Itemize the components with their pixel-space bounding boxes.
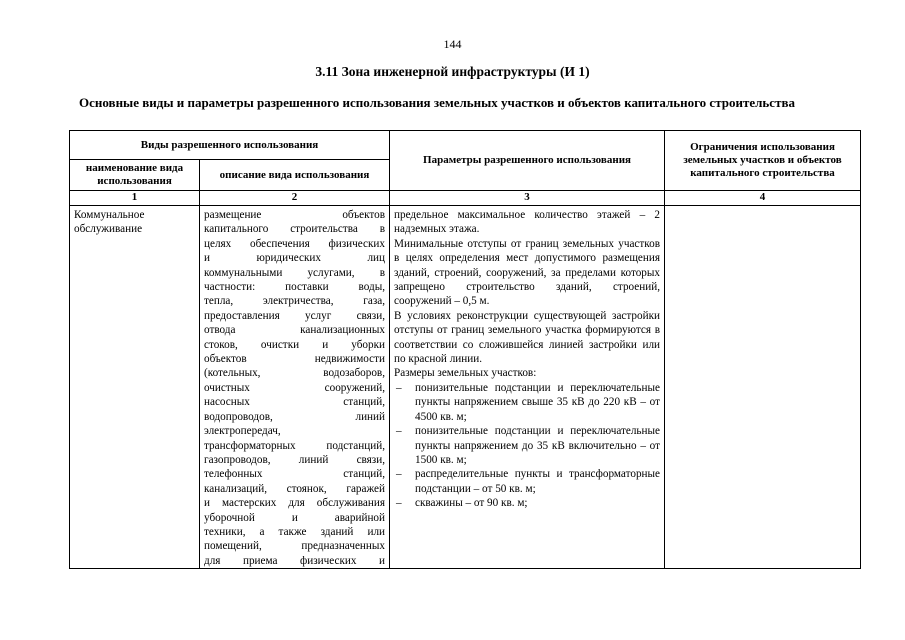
description-line: для приема физических и: [204, 554, 386, 567]
params-paragraph: Минимальные отступы от границ земельных участков в целях определения мест допустимого размещения зданий, строений, сооружений, за пределами которых запрещено строительство зданий, строений, сооружений – 0,5 м.: [394, 237, 661, 308]
restrictions-cell: [665, 206, 861, 569]
description-line: техники, а также зданий или: [204, 525, 386, 538]
description-line: целях обеспечения физических: [204, 237, 386, 250]
list-item: [394, 496, 660, 510]
description-line: электропередач,: [204, 425, 281, 438]
land-plot-sizes-list: [394, 381, 660, 511]
header-params: Параметры разрешенного использования: [390, 131, 665, 191]
params-paragraph: Размеры земельных участков:: [394, 367, 537, 380]
header-use-description: описание вида использования: [200, 160, 390, 191]
description-line: коммунальными услугами, в: [204, 266, 386, 279]
description-line: и юридических лиц: [204, 252, 386, 265]
dash-bullet: –: [396, 381, 402, 394]
description-line: и мастерских для обслуживания: [204, 497, 386, 510]
table-row: [70, 206, 861, 569]
header-restrictions: Ограничения использования земельных участков и объектов капитального строительства: [665, 131, 861, 191]
description-line: газопроводов, линий связи,: [204, 453, 386, 466]
description-line: тепла, электричества, газа,: [204, 295, 386, 308]
header-use-name: наименование вида использования: [70, 160, 200, 191]
description-line: отвода канализационных: [204, 324, 386, 337]
column-number-1: 1: [70, 191, 200, 206]
section-title: 3.11 Зона инженерной инфраструктуры (И 1): [315, 64, 590, 79]
dash-bullet: –: [396, 425, 402, 438]
params-cell: [390, 206, 665, 569]
description-line: телефонных станций,: [204, 468, 386, 481]
description-line: уборочной и аварийной: [204, 511, 386, 524]
header-permitted-use-types: Виды разрешенного использования: [70, 131, 390, 160]
page-number: 144: [443, 37, 462, 51]
params-paragraph: предельное максимальное количество этажей – 2 надземных этажа.: [394, 209, 661, 236]
column-number-2: 2: [200, 191, 390, 206]
list-item: [394, 424, 660, 467]
description-line: трансформаторных подстанций,: [204, 439, 386, 452]
list-item: [394, 467, 660, 496]
list-item-text: понизительные подстанции и переключательные пункты напряжением свыше 35 кВ до 220 кВ – от 4500 кв. м;: [415, 381, 661, 423]
description-line: частности: поставки воды,: [204, 281, 386, 294]
description-line: (котельных, водозаборов,: [204, 367, 386, 380]
permitted-use-table: [69, 130, 861, 569]
list-item-text: скважины – от 90 кв. м;: [415, 497, 528, 510]
description-line: канализаций, стоянок, гаражей: [204, 482, 386, 495]
description-line: объектов недвижимости: [204, 353, 386, 366]
dash-bullet: –: [396, 497, 402, 510]
column-number-3: 3: [390, 191, 665, 206]
use-description-cell: [200, 206, 390, 569]
list-item-text: распределительные пункты и трансформаторные подстанции – от 50 кв. м;: [415, 468, 661, 495]
table-subtitle: Основные виды и параметры разрешенного использования земельных участков и объектов капитального строительства: [79, 95, 795, 110]
description-line: стоков, очистки и уборки: [204, 338, 386, 351]
description-line: насосных станций,: [204, 396, 386, 409]
description-line: предоставления услуг связи,: [204, 309, 386, 322]
description-line: капитального строительства в: [204, 223, 386, 236]
list-item: [394, 381, 660, 424]
description-line: водопроводов, линий: [204, 410, 386, 423]
dash-bullet: –: [396, 468, 402, 481]
use-name-cell: Коммунальное обслуживание: [70, 206, 200, 569]
description-line: помещений, предназначенных: [204, 540, 386, 553]
list-item-text: понизительные подстанции и переключательные пункты напряжением до 35 кВ включительно – от 1500 кв. м;: [415, 425, 661, 466]
description-line: размещение объектов: [204, 209, 386, 221]
column-number-4: 4: [665, 191, 861, 206]
description-line: очистных сооружений,: [204, 381, 386, 394]
params-paragraph: В условиях реконструкции существующей застройки отступы от границ земельного участка формируются в соответствии со сложившейся линией застройки или по красной линии.: [394, 309, 661, 366]
